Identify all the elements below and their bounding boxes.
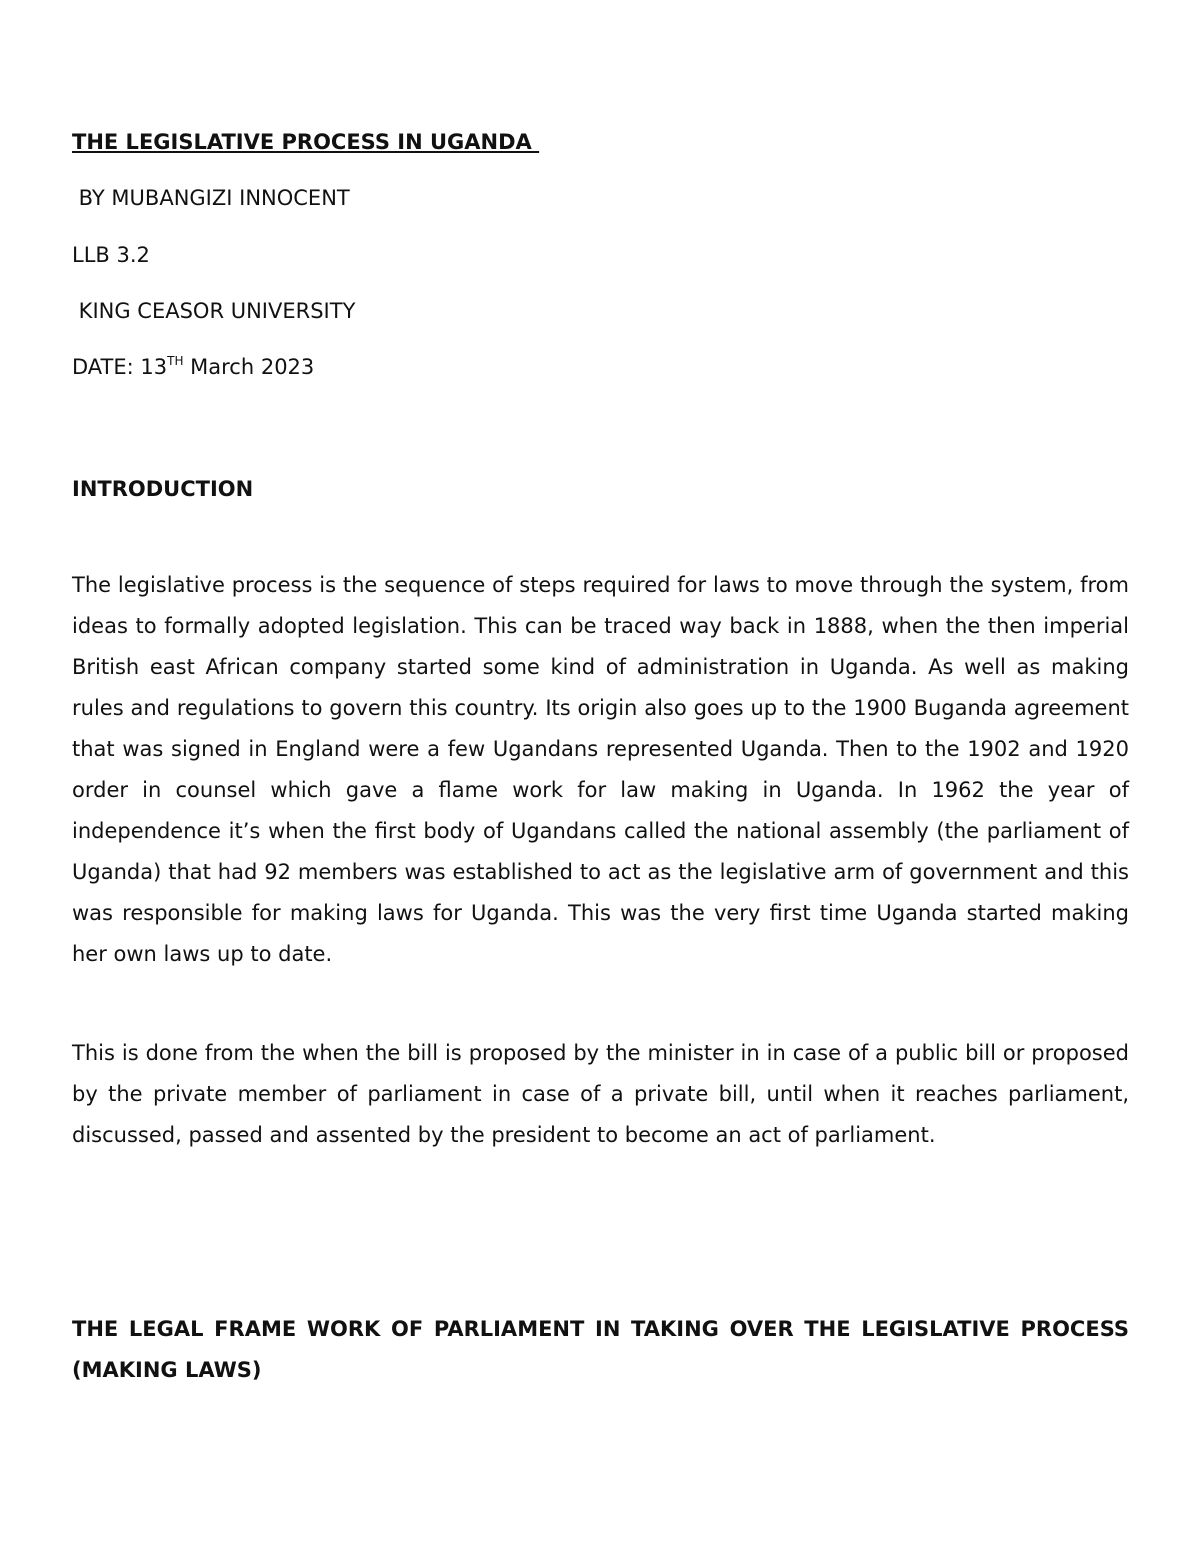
date-line	[72, 353, 314, 381]
legal-framework-heading: THE LEGAL FRAME WORK OF PARLIAMENT IN TAKING OVER THE LEGISLATIVE PROCESS (MAKING LAWS)	[72, 1317, 1129, 1382]
date-prefix: DATE: 13	[72, 355, 168, 379]
course-line: LLB 3.2	[72, 243, 150, 267]
introduction-paragraph-2: This is done from the when the bill is proposed by the minister in in case of a public bill or proposed by the private member of parliament in case of a private bill, until when it reaches parliament, discussed, passed and assented by the president to become an act of parliament.	[72, 1041, 1129, 1147]
institution-line: KING CEASOR UNIVERSITY	[72, 299, 356, 323]
document-title: THE LEGISLATIVE PROCESS IN UGANDA	[72, 130, 540, 154]
introduction-paragraph-1: The legislative process is the sequence of steps required for laws to move through the system, from ideas to formally adopted legislation. This can be traced way back in 1888, when the then imperial British east African company started some kind of administration in Uganda. As well as making rules and regulations to govern this country. Its origin also goes up to the 1900 Buganda agreement that was signed in England were a few Ugandans represented Uganda. Then to the 1902 and 1920 order in counsel which gave a flame work for law making in Uganda. In 1962 the year of independence it’s when the first body of Ugandans called the national assembly (the parliament of Uganda) that had 92 members was established to act as the legislative arm of government and this was responsible for making laws for Uganda. This was the very first time Uganda started making her own laws up to date.	[72, 573, 1129, 966]
date-superscript: TH	[167, 354, 184, 368]
date-suffix: March 2023	[183, 355, 315, 379]
author-line: BY MUBANGIZI INNOCENT	[72, 186, 350, 210]
introduction-heading: INTRODUCTION	[72, 477, 254, 501]
